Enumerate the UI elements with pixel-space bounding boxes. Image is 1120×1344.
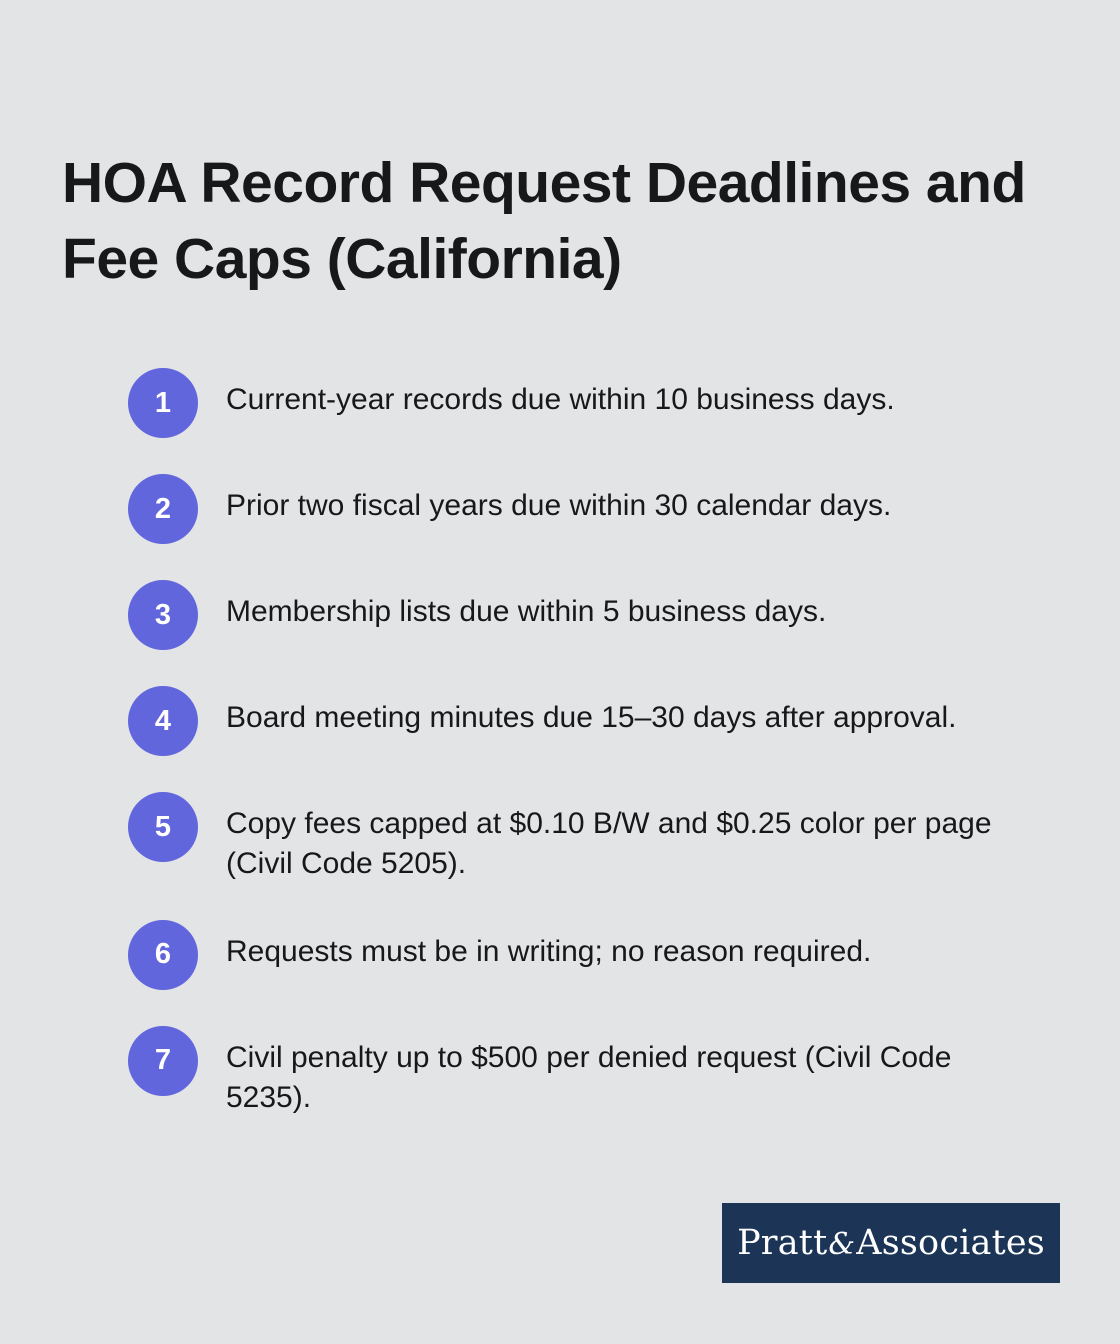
logo-text-part2: Associates: [856, 1223, 1045, 1263]
list-item-number-badge: 3: [128, 580, 198, 650]
list-item: [128, 920, 1068, 990]
list-item-number-badge: 2: [128, 474, 198, 544]
list-item: [128, 686, 1068, 756]
list-item-number-badge: 6: [128, 920, 198, 990]
list-item-number-badge: 7: [128, 1026, 198, 1096]
list-item: [128, 580, 1068, 650]
list-item-text: Requests must be in writing; no reason required.: [226, 934, 872, 968]
logo-text: [737, 1223, 1045, 1263]
logo-ampersand: &: [828, 1227, 856, 1262]
list-item-number-badge: 5: [128, 792, 198, 862]
numbered-list: [128, 368, 1068, 1154]
list-item-number-badge: 1: [128, 368, 198, 438]
company-logo: [722, 1203, 1060, 1283]
list-item: [128, 368, 1068, 438]
list-item-text: Civil penalty up to $500 per denied request (Civil Code 5235).: [226, 1040, 952, 1114]
list-item-text: Current-year records due within 10 business days.: [226, 383, 895, 416]
page-title: HOA Record Request Deadlines and Fee Caps (California): [62, 151, 1026, 291]
list-item-text: Membership lists due within 5 business days.: [226, 595, 827, 628]
list-item: [128, 792, 1068, 884]
list-item: [128, 1026, 1068, 1118]
list-item-text: Prior two fiscal years due within 30 calendar days.: [226, 489, 892, 522]
list-item: [128, 474, 1068, 544]
logo-text-part1: Pratt: [737, 1223, 828, 1263]
list-item-text: Copy fees capped at $0.10 B/W and $0.25 color per page (Civil Code 5205).: [226, 807, 992, 880]
list-item-number-badge: 4: [128, 686, 198, 756]
list-item-text: Board meeting minutes due 15–30 days after approval.: [226, 701, 957, 734]
